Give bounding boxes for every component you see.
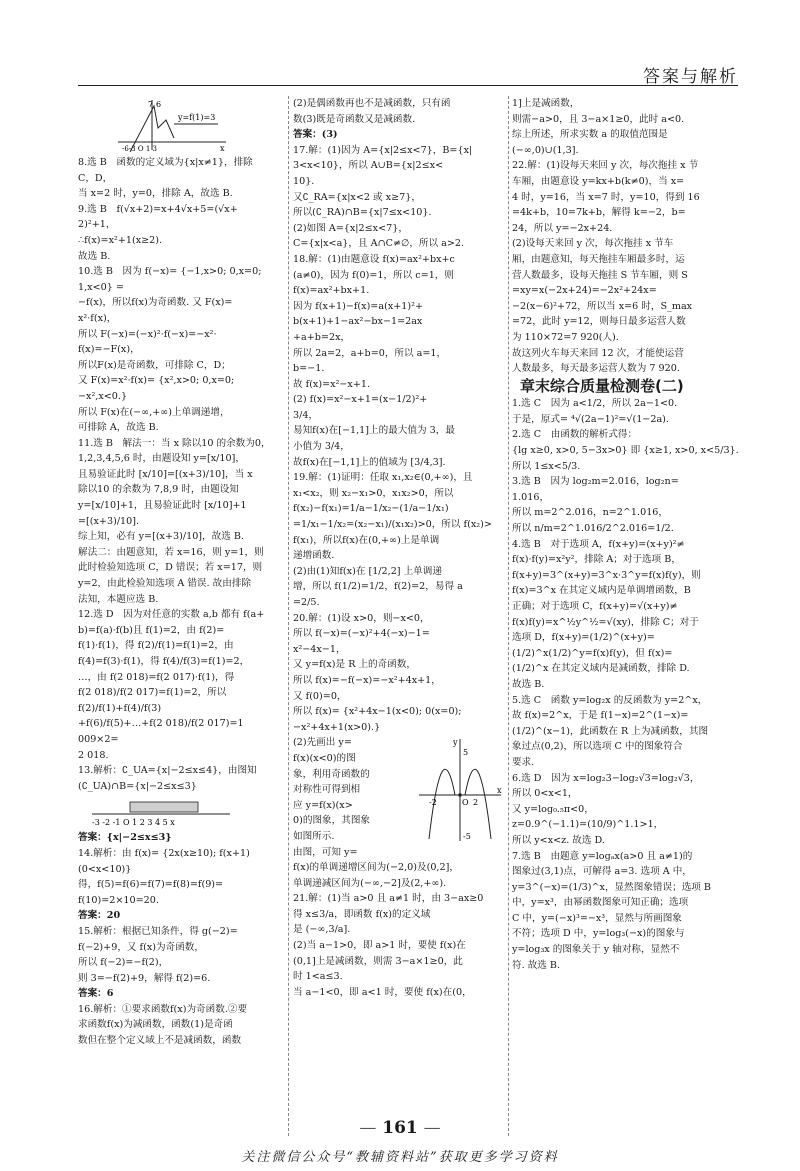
header-rule (78, 85, 738, 86)
answer-line: 故 f(x)=x²−x+1. (293, 378, 371, 390)
function-graph-figure (78, 98, 228, 153)
header-title: 答案与解析 (643, 67, 738, 87)
answer-line: 数(3)既是奇函数又是减函数. (293, 113, 416, 125)
answer-line: =4k+b，10=7k+b，解得 k=−2，b= (512, 207, 686, 219)
answer-line: 3/4， (293, 409, 319, 421)
answer-line: 所以 f(x)= {x²+4x−1(x<0); 0(x=0); −x²+4x+1(x>0).} (293, 706, 465, 733)
answer-line: 答案：(3) (293, 129, 338, 141)
answer-line: 由图，可知 y= (293, 846, 358, 858)
answer-line: f(x)=ax²+bx+1. (293, 285, 370, 297)
answer-line: 求函数f(x)为减函数，函数(1)是奇函 (78, 1019, 233, 1031)
column-divider (288, 96, 289, 1136)
fig-label-five: 5 (463, 748, 469, 758)
answer-line: f(x)=3^x 在其定义域内是单调增函数，B (512, 585, 691, 597)
answer-line: −f(x)，所以f(x)为奇函数. 又 F(x)= (78, 297, 233, 309)
answer-line: 得 x≤3/a，即函数 f(x)的定义域 (293, 908, 431, 920)
answer-line: 2.选 C 由函数的解析式得： (512, 429, 638, 441)
answer-line: =[(x+3)/10]. (78, 515, 140, 527)
fig-label-eq: y=f(1)=3 (178, 113, 216, 122)
answer-line: 综上所述，所求实数 a 的取值范围是 (512, 129, 668, 141)
answer-line: 符. 故选 B. (512, 959, 561, 971)
answer-line: =2/5. (293, 597, 320, 608)
answer-line: 又 y=f(x)是 R 上的奇函数， (293, 659, 417, 671)
column-left (78, 96, 284, 1049)
answer-line: 所以 F(−x)=(−x)²·f(−x)=−x²· (78, 328, 217, 340)
fig-label-x: x (220, 144, 225, 153)
answer-line: f(x₂)−f(x₁)=1/a−1/x₂−(1/a−1/x₁) (293, 503, 449, 515)
answer-line: 易知f(x)在[−1,1]上的最大值为 3，最 (293, 425, 455, 437)
answer-line: 可排除 A，故选 B. (78, 422, 159, 434)
answer-line: (a≠0)，因为 f(0)=1，所以 c=1，则 (293, 269, 454, 281)
answer-line: 答案：{x|−2≤x≤3} (78, 832, 172, 844)
answer-line: 为 110×72=7 920(人). (512, 331, 619, 343)
answer-line: 22.解：(1)设每天来回 y 次，每次拖挂 x 节 (512, 160, 699, 172)
answer-line: f(x₁)，所以f(x)在(0,+∞)上是单调 (293, 534, 440, 546)
answer-line: =72，此时 y=12，则每日最多运营人数 (512, 316, 686, 328)
answer-line: 6.选 D 因为 x=log₂3−log₂√3=log₂√3， (512, 772, 700, 784)
page-header (78, 58, 738, 86)
answer-line: 4 时，y=16，当 x=7 时，y=10，得到 16 (512, 191, 700, 203)
answer-line: 3.选 B 因为 log₂m=2.016，log₂n= (512, 476, 679, 488)
answer-line: 20.解：(1)设 x>0，则−x<0， (293, 612, 430, 624)
answer-line: +a+b=2x， (293, 331, 351, 343)
answer-line: 21.解：(1)当 a>0 且 a≠1 时，由 3−ax≥0 (293, 893, 484, 905)
answer-line: 9.选 B f(√x+2)=x+4√x+5=(√x+ (78, 203, 238, 215)
answer-line: 2 018. (78, 749, 109, 761)
answer-line: 厢，由题意知，每天拖挂车厢最多时，运 (512, 253, 685, 265)
fig-label-seven: 7 (148, 100, 154, 109)
answer-line: 故f(x)在[−1,1]上的值域为 [3/4,3]. (293, 456, 446, 468)
answer-line: C 中，y=(−x)³=−x³，显然与所画图象 (512, 912, 682, 924)
answer-line: 1.016， (512, 491, 550, 503)
answer-line: y=3^(−x)=(1/3)^x，显然图象错误；选项 B (512, 881, 711, 893)
page-number-dash-left: — (359, 1118, 377, 1138)
number-line-figure (78, 796, 238, 828)
answer-line: (2)当 a−1>0，即 a>1 时，要使 f(x)在 (293, 940, 466, 952)
answer-line: 8.选 B 函数的定义域为{x|x≠1}，排除 (78, 157, 253, 168)
answer-line: 所以 1≤x<5/3. (512, 460, 581, 472)
fig-label-minus5: -5 (463, 832, 471, 842)
fig-label-two: 2 (473, 798, 479, 808)
answer-line: 除以10 的余数为 7,8,9 时，由题设知 (78, 484, 239, 496)
answer-line: (2) f(x)=x²−x+1=(x−1/2)²+ (293, 394, 428, 406)
answer-line: 1,2,3,4,5,6 时，由题设知 y=[x/10]， (78, 453, 245, 465)
answer-line: 中，y=x³，由幂函数图象可知正确；选项 (512, 897, 689, 909)
answer-line: 15.解析：根据已知条件，得 g(−2)= (78, 925, 238, 937)
answer-line: (0,1]上是减函数，则需 3−a×1≥0，此 (293, 955, 463, 967)
answer-line: 故 f(x)=2^x，于是 f(1−x)=2^(1−x)= (512, 710, 689, 722)
fig-label-y: y (453, 738, 458, 748)
answer-line: C={x|x<a}，且 A∩C≠∅，所以 a>2. (293, 238, 465, 250)
answer-line: C，D， (78, 172, 113, 184)
answer-line: f(−2)+9，又 f(x)为奇函数， (78, 941, 204, 953)
answer-line: 16.解析：①要求函数f(x)为奇函数.②要 (78, 1003, 248, 1015)
answer-line: 又 F(x)=x²·f(x)= {x²,x>0; 0,x=0; −x²,x<0.} (78, 375, 238, 402)
answer-line: b=−1. (293, 363, 325, 375)
answer-line: 则 3=−f(2)+9，解得 f(2)=6. (78, 972, 211, 984)
answer-line: f(2 018)/f(2 017)=f(1)=2，所以 f(2)/f(1)+f(4)/f(3) (78, 687, 230, 714)
answer-line: 此时检验知选项 C，D 错误；若 x=17，则 (78, 562, 263, 574)
answer-line: 24，所以 y=−2x+24. (512, 222, 613, 234)
answer-line: 单调递减区间为(−∞,−2]及(2,+∞). (293, 877, 447, 889)
column-right (512, 96, 744, 973)
answer-line: b)=f(a)·f(b)且 f(1)=2，由 f(2)= (78, 624, 225, 636)
answer-line: 故这列火车每天来回 12 次，才能使运营 (512, 347, 684, 359)
answer-line: 所以 F(x)在(−∞,+∞)上单调递增， (78, 406, 230, 418)
answer-line: 图象过(3,1)点，可解得 a=3. 选项 A 中， (512, 866, 692, 878)
answer-line: {lg x≥0, x>0, 5−3x>0} 即 {x≥1, x>0, x<5/3}. (512, 445, 739, 457)
column-middle (293, 96, 505, 1000)
answer-line: y=[x/10]+1，且易验证此时 [x/10]+1 (78, 500, 247, 512)
answer-line: 法知，本题应选 B. (78, 593, 159, 605)
answer-line: −2(x−6)²+72，所以当 x=6 时，S_max (512, 300, 693, 312)
answer-line: 递增函数. (293, 550, 335, 562)
answer-line: 综上知，必有 y=[(x+3)/10]，故选 B. (78, 531, 244, 543)
answer-line: f(x)=−F(x)， (78, 344, 140, 356)
answer-line: =xy=x(−2x+24)=−2x²+24x= (512, 285, 657, 297)
answer-line: 营人数最多，设每天拖挂 S 节车厢，则 S (512, 269, 688, 281)
answer-line: 得，f(5)=f(6)=f(7)=f(8)=f(9)= (78, 879, 224, 891)
answer-line: (2)如图 A={x|2≤x<7}， (293, 222, 408, 234)
answer-line: 答案：20 (78, 910, 121, 922)
answer-line: 象，利用奇函数的 (293, 768, 370, 780)
page-number-value: 161 (382, 1118, 418, 1138)
answer-line: 所以 0<x<1， (512, 788, 578, 800)
answer-line: 12.选 D 因为对任意的实数 a,b 都有 f(a+ (78, 609, 265, 621)
answer-line: +f(6)/f(5)+…+f(2 018)/f(2 017)=1 009×2= (78, 718, 247, 745)
fig-label-origin: O (462, 798, 469, 808)
number-line-labels: -3 -2 -1 O 1 2 3 4 5 x (92, 818, 175, 828)
answer-line: 19.解：(1)证明：任取 x₁,x₂∈(0,+∞)，且 (293, 472, 473, 484)
answer-line: 对称性可得到相 (293, 784, 361, 796)
answer-line: 于是，原式= ⁴√(2a−1)²=√(1−2a). (512, 413, 669, 425)
answer-line: 所以 f(x)=−f(−x)=−x²+4x+1， (293, 674, 441, 686)
footer-note: 关注微信公众号“教辅资料站”获取更多学习资料 (241, 1150, 559, 1165)
answer-line: 13.解析：∁_UA={x|−2≤x≤4}，由图知 (78, 765, 257, 777)
answer-line: 所以 f(−2)=−f(2)， (78, 957, 169, 969)
answer-line: 又∁_RA={x|x<2 或 x≥7}， (293, 191, 421, 203)
answer-line: 选项 D，f(x+y)=(1/2)^(x+y)= (512, 632, 655, 644)
answer-line: 1]上是减函数， (512, 98, 580, 109)
answer-line: 所以 f(−x)=(−x)²+4(−x)−1= (293, 628, 430, 640)
answer-line: 故选 B. (78, 250, 111, 262)
fig-label-ticks: -6-3 O 1 3 (122, 145, 157, 153)
answer-line: (1/2)^x 在其定义域内是减函数，排除 D. (512, 663, 690, 675)
answer-line: 所以 n/m=2^1.016/2^2.016=1/2. (512, 523, 674, 535)
answer-line: y=log₃x 的图象关于 y 轴对称，显然不 (512, 944, 680, 956)
answer-line: (2)先画出 y= (293, 737, 352, 749)
answer-line: x₁<x₂，则 x₂−x₁>0，x₁x₂>0，所以 (293, 487, 454, 499)
answer-line: 数但在整个定义域上不是减函数，函数 (78, 1035, 242, 1047)
answer-line: (1/2)^x(1/2)^y=f(x)f(y)，但 f(x)= (512, 647, 673, 659)
answer-line: f(x)(x<0)的图 (293, 752, 356, 764)
answer-line: 17.解：(1)因为 A={x|2≤x<7}，B={x| (293, 144, 473, 156)
answer-line: 0)的图象，其图象 (293, 815, 371, 827)
answer-line: ∴f(x)=x²+1(x≥2). (78, 234, 163, 246)
answer-line: x²−4x−1， (293, 643, 346, 655)
answer-line: (2)是偶函数再也不是减函数，只有函 (293, 98, 451, 109)
answer-line: (2)设每天来回 y 次，每次拖挂 x 节车 (512, 238, 674, 250)
answer-line: 10}. (293, 175, 315, 187)
answer-line: 又 f(0)=0， (293, 690, 347, 702)
answer-line: 1.选 C 因为 a<1/2，所以 2a−1<0. (512, 398, 678, 410)
answer-line: f(x)·f(y)=x²y²，排除 A；对于选项 B， (512, 554, 681, 566)
answer-line: (1/2)^(x−1)，此函数在 R 上为减函数，其图 (512, 725, 709, 737)
answer-line: 所以 y<x<z. 故选 D. (512, 834, 605, 846)
answer-line: 当 x=2 时，y=0，排除 A，故选 B. (78, 188, 233, 200)
answer-line: 要求. (512, 756, 535, 768)
answer-line: 所以 2a=2，a+b=0，所以 a=1， (293, 347, 447, 359)
answer-line: x²·f(x)， (78, 312, 117, 324)
answer-line: 增，所以 f(1/2)=1/2，f(2)=2，易得 a (293, 581, 463, 593)
answer-line: 14.解析：由 f(x)= {2x(x≥10); f(x+1)(0<x<10)} (78, 847, 250, 875)
answer-line: z=0.9^(−1.1)=(10/9)^1.1>1， (512, 819, 664, 831)
answer-line: 所以F(x)是奇函数，可排除 C，D； (78, 359, 231, 371)
answer-line: 则需−a>0，且 3−a×1≥0，此时 a<0. (512, 113, 685, 125)
answer-line: f(x+y)=3^(x+y)=3^x·3^y=f(x)f(y)，则 (512, 569, 701, 581)
fig-label-neg2: -2 (429, 798, 437, 808)
answer-line: 小值为 3/4， (293, 441, 350, 453)
answer-line: (∁_UA)∩B={x|−2≤x≤3} (78, 780, 197, 792)
page-number-dash-right: — (423, 1118, 441, 1138)
answer-line: 如图所示. (293, 830, 335, 842)
answer-line: 所以 m=2^2.016，n=2^1.016， (512, 507, 668, 519)
answer-line: 故选 B. (512, 678, 545, 690)
answer-line: 10.选 B 因为 f(−x)= {−1,x>0; 0,x=0; 1,x<0} = (78, 266, 265, 293)
q20-figure-block (293, 735, 505, 860)
answer-line: 7.选 B 由题意 y=logₐx(a>0 且 a≠1)的 (512, 850, 693, 862)
answer-line: 5.选 C 函数 y=log₂x 的反函数为 y=2^x， (512, 694, 708, 706)
answer-line: =1/x₁−1/x₂=(x₂−x₁)/(x₁x₂)>0，所以 f(x₂)> (293, 519, 492, 531)
answer-line: 答案：6 (78, 988, 114, 1000)
section-title: 章末综合质量检测卷(二) (520, 376, 684, 395)
answer-line: 车厢，由题意设 y=kx+b(k≠0)，当 x= (512, 175, 685, 187)
answer-line: (−∞,0)∪(1,3]. (512, 144, 579, 156)
answer-line: 因为 f(x+1)−f(x)=a(x+1)²+ (293, 300, 423, 312)
answer-line: …，由 f(2 018)=f(2 017)·f(1)，得 (78, 671, 235, 683)
answer-line: 又 y=log₀.₅π<0， (512, 803, 594, 815)
answer-line: 时 1<a≤3. (293, 971, 343, 983)
answer-line: 所以(∁_RA)∩B={x|7≤x<10}. (293, 207, 432, 219)
answer-line: 当 a−1<0，即 a<1 时，要使 f(x)在(0， (293, 986, 472, 998)
answer-line: (2)由(1)知f(x)在 [1/2,2] 上单调递 (293, 565, 442, 577)
answer-line: f(x)f(y)=x^½y^½=√(xy)，排除 C；对于 (512, 616, 699, 628)
answer-line: f(x)的单调递增区间为(−2,0)及(0,2]， (293, 862, 459, 874)
page-number (0, 1118, 800, 1138)
answer-line: 2)²+1， (78, 219, 116, 231)
fig-label-six: 6 (156, 100, 162, 109)
answer-line: 象过点(0,2)，所以选项 C 中的图象符合 (512, 741, 683, 753)
fig-label-x: x (497, 786, 502, 796)
answer-line: 正确；对于选项 C，f(x+y)=√(x+y)≠ (512, 601, 678, 612)
answer-line: f(10)=2×10=20. (78, 894, 159, 906)
column-divider (508, 96, 509, 1136)
answer-line: 解法二：由题意知，若 x=16，则 y=1，则 (78, 546, 264, 558)
answer-line: 18.解：(1)由题意设 f(x)=ax²+bx+c (293, 253, 455, 265)
answer-line: 人数最多，每天最多运营人数为 7 920. (512, 363, 680, 375)
answer-line: b(x+1)+1−ax²−bx−1=2ax (293, 316, 423, 328)
parabola-graph-figure (415, 735, 505, 845)
answer-line: 11.选 B 解法一：当 x 除以10 的余数为0， (78, 437, 271, 449)
answer-line: 应 y=f(x)(x> (293, 799, 353, 811)
answer-line: 且易验证此时 [x/10]=[(x+3)/10]，当 x (78, 468, 253, 480)
answer-line: 4.选 B 对于选项 A，f(x+y)=(x+y)²≠ (512, 538, 685, 550)
answer-line: f(4)=f(3)·f(1)，得 f(4)/f(3)=f(1)=2， (78, 656, 250, 667)
answer-line: 3<x<10}，所以 A∪B={x|2≤x< (293, 160, 444, 172)
answer-line: 不符；选项 D 中，y=log₃(−x)的图象与 (512, 928, 685, 940)
answer-line: f(1)·f(1)，得 f(2)/f(1)=f(1)=2，由 (78, 640, 234, 652)
answer-line: 是 (−∞,3/a]. (293, 924, 351, 936)
answer-line: y=2，由此检验知选项 A 错误. 故由排除 (78, 578, 252, 590)
